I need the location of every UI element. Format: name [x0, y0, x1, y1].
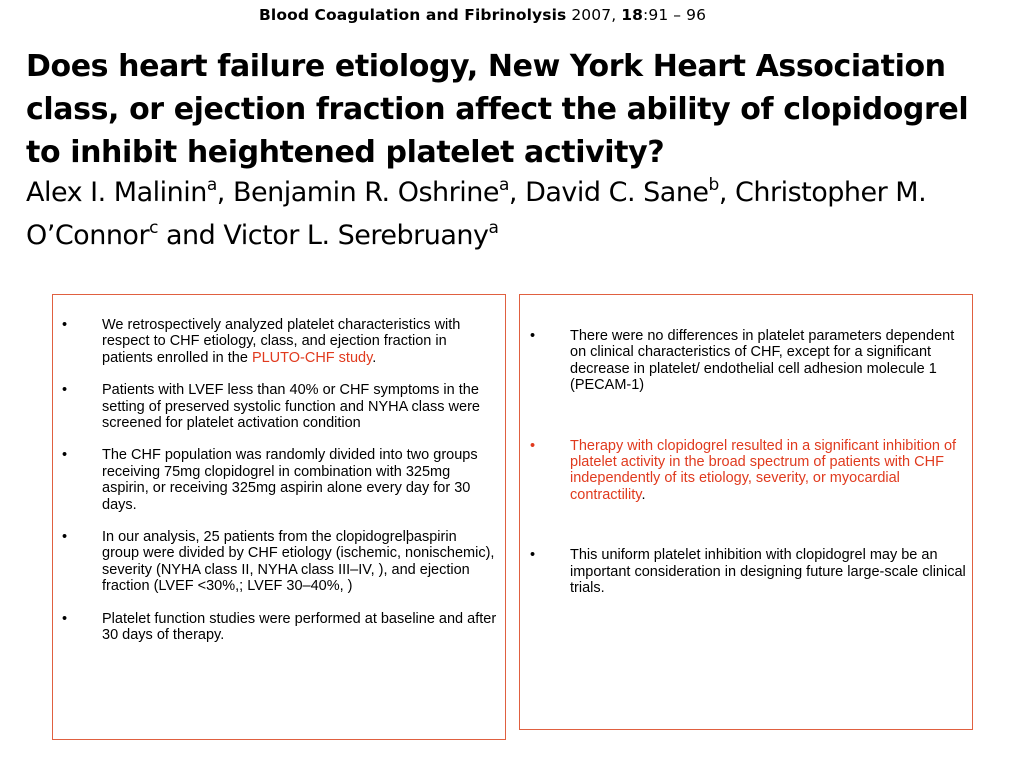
- article-title: Does heart failure etiology, New York Heart Association class, or ejection fraction affect the ability of clopidogrel to inhibit heightened platelet activity?: [26, 49, 969, 170]
- author-separator: and: [157, 220, 224, 251]
- methods-panel: [52, 294, 506, 740]
- author-separator: ,: [508, 177, 526, 208]
- journal-pages: :91 – 96: [643, 6, 707, 24]
- author-separator: ,: [216, 177, 233, 208]
- bullet-marker: •: [530, 547, 536, 564]
- bullet-marker: •: [62, 447, 68, 464]
- list-item: [530, 438, 966, 504]
- list-item: [62, 317, 497, 366]
- journal-name: Blood Coagulation and Fibrinolysis: [259, 6, 567, 24]
- author-name: Victor L. Serebruany: [223, 220, 489, 251]
- bullet-text: We retrospectively analyzed platelet characteristics with respect to CHF etiology, class, and ejection fraction in patients enrolled in the: [102, 317, 461, 366]
- bullet-text: There were no differences in platelet parameters dependent on clinical characteristics of CHF, except for a significant decrease in platelet/ endothelial cell adhesion molecule 1 (PECAM-1): [570, 328, 955, 394]
- bullet-marker: •: [530, 437, 536, 454]
- bullet-text: Platelet function studies were performed at baseline and after 30 days of therapy.: [102, 610, 497, 644]
- list-item: [62, 447, 497, 513]
- study-name-highlight: PLUTO-CHF study: [251, 349, 373, 366]
- author-name: Alex I. Malinin: [26, 177, 207, 208]
- author-affiliation: c: [149, 218, 158, 238]
- bullet-marker: •: [62, 382, 68, 399]
- author-affiliation: a: [488, 218, 499, 238]
- results-list: [530, 328, 966, 596]
- bullet-marker: •: [62, 610, 68, 627]
- bullet-marker: •: [530, 328, 536, 344]
- bullet-text: In our analysis, 25 patients from the clopidogrelþaspirin group were divided by CHF etiology (ischemic, nonischemic), severity (NYHA class II, NYHA class III–IV, ), and ejection fraction (LVEF <30%,; LVEF 30–40%, ): [102, 529, 495, 595]
- author-name: Benjamin R. Oshrine: [232, 177, 499, 208]
- bullet-text: The CHF population was randomly divided into two groups receiving 75mg clopidogrel in combination with 325mg aspirin, or receiving 325mg aspirin alone every day for 30 days.: [102, 447, 478, 513]
- author-affiliation: a: [498, 175, 509, 195]
- journal-citation: [259, 6, 706, 24]
- bullet-text-end: .: [641, 486, 646, 503]
- bullet-marker: •: [62, 529, 68, 546]
- results-panel: [519, 294, 973, 730]
- list-item: [530, 328, 966, 394]
- methods-list: [62, 317, 497, 644]
- journal-year: 2007,: [571, 6, 617, 24]
- bullet-text-end: .: [372, 349, 377, 366]
- author-separator: ,: [718, 177, 736, 208]
- author-affiliation: b: [708, 175, 719, 195]
- journal-volume: 18: [621, 6, 644, 24]
- list-item: [62, 611, 497, 644]
- author-name: David C. Sane: [525, 177, 709, 208]
- conclusion-highlight: Therapy with clopidogrel resulted in a significant inhibition of platelet activity in the broad spectrum of patients with CHF independently of its etiology, severity, or myocardial contractility: [570, 437, 957, 503]
- bullet-marker: •: [62, 317, 68, 333]
- bullet-text: Patients with LVEF less than 40% or CHF symptoms in the setting of preserved systolic function and NYHA class were screened for platelet activation condition: [102, 382, 480, 432]
- list-item: [62, 529, 497, 595]
- author-affiliation: a: [206, 175, 217, 195]
- bullet-text: This uniform platelet inhibition with clopidogrel may be an important consideration in designing future large-scale clinical trials.: [570, 547, 966, 597]
- list-item: [62, 382, 497, 431]
- list-item: [530, 547, 966, 596]
- author-name: Christopher M. O’Connor: [26, 177, 927, 251]
- author-list: [26, 171, 1001, 257]
